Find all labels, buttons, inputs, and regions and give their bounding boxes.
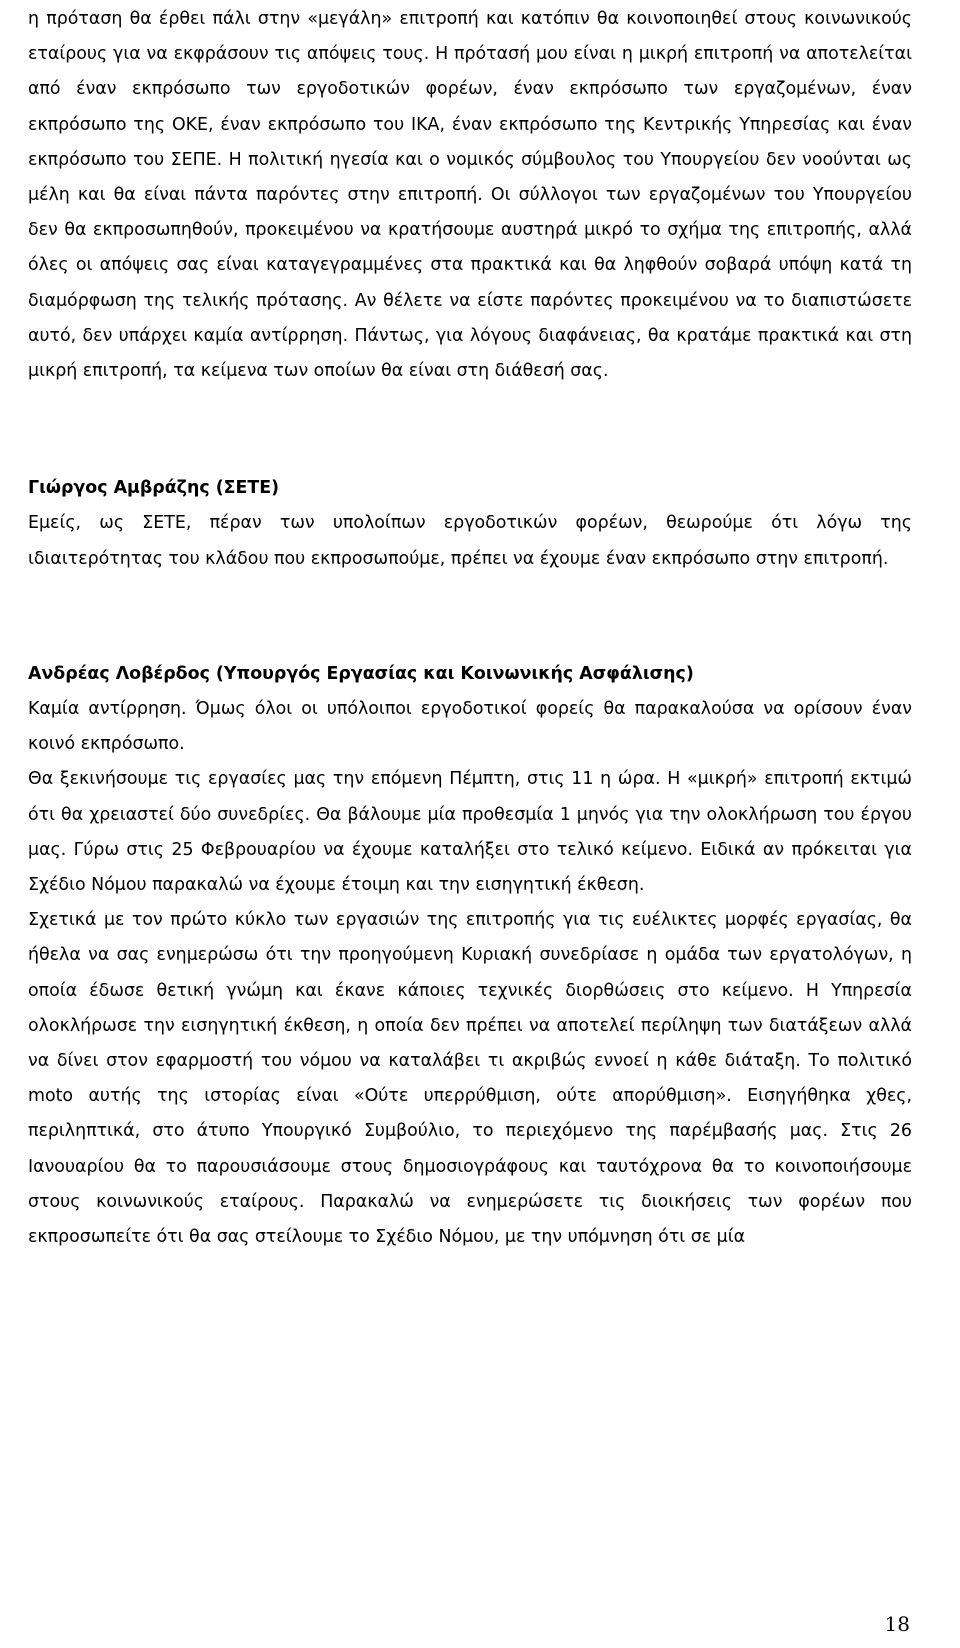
body-paragraph: η πρόταση θα έρθει πάλι στην «μεγάλη» επιτροπή και κατόπιν θα κοινοποιηθεί στους κοινωνικούς εταίρους για να εκφράσουν τις απόψεις τους. Η πρότασή μου είναι η μικρή επιτροπή να αποτελείται από έναν εκπρόσωπο των εργοδοτικών φορέων, έναν εκπρόσωπο των εργαζομένων, έναν εκπρόσωπο της ΟΚΕ, έναν εκπρόσωπο του ΙΚΑ, έναν εκπρόσωπο της Κεντρικής Υπηρεσίας και έναν εκπρόσωπο του ΣΕΠΕ. Η πολιτική ηγεσία και ο νομικός σύμβουλος του Υπουργείου δεν νοούνται ως μέλη και θα είναι πάντα παρόντες στην επιτροπή. Οι σύλλογοι των εργαζομένων του Υπουργείου δεν θα εκπροσωπηθούν, προκειμένου να κρατήσουμε αυστηρά μικρό το σχήμα της επιτροπής, αλλά όλες οι απόψεις σας είναι καταγεγραμμένες στα πρακτικά και θα ληφθούν σοβαρά υπόψη κατά τη διαμόρφωση της τελικής πρότασης. Αν θέλετε να είστε παρόντες προκειμένου να το διαπιστώσετε αυτό, δεν υπάρχει καμία αντίρρηση. Πάντως, για λόγους διαφάνειας, θα κρατάμε πρακτικά και στη μικρή επιτροπή, τα κείμενα των οποίων θα είναι στη διάθεσή σας.: [28, 9, 912, 382]
document-page: [28, 0, 912, 1255]
speaker-heading: Γιώργος Αμβράζης (ΣΕΤΕ): [28, 478, 280, 499]
speaker-paragraph: Καμία αντίρρηση. Όμως όλοι οι υπόλοιποι εργοδοτικοί φορείς θα παρακαλούσα να ορίσουν έναν κοινό εκπρόσωπο.: [28, 699, 912, 755]
paragraph-spacer: [28, 389, 912, 471]
paragraph-spacer: [28, 577, 912, 657]
speaker-paragraph: Σχετικά με τον πρώτο κύκλο των εργασιών της επιτροπής για τις ευέλικτες μορφές εργασίας, θα ήθελα να σας ενημερώσω ότι την προηγούμενη Κυριακή συνεδρίασε η ομάδα των εργατολόγων, η οποία έδωσε θετική γνώμη και έκανε κάποιες τεχνικές διορθώσεις στο κείμενο. Η Υπηρεσία ολοκλήρωσε την εισηγητική έκθεση, η οποία δεν πρέπει να αποτελεί περίληψη των διατάξεων αλλά να δίνει στον εφαρμοστή του νόμου να καταλάβει τι ακριβώς εννοεί η κάθε διάταξη. Το πολιτικό moto αυτής της ιστορίας είναι «Ούτε υπερρύθμιση, ούτε απορύθμιση». Εισηγήθηκα χθες, περιληπτικά, στο άτυπο Υπουργικό Συμβούλιο, το περιεχόμενο της παρέμβασής μας. Στις 26 Ιανουαρίου θα το παρουσιάσουμε στους δημοσιογράφους και ταυτόχρονα θα το κοινοποιήσουμε στους κοινωνικούς εταίρους. Παρακαλώ να ενημερώσετε τις διοικήσεις των φορέων που εκπροσωπείτε ότι θα σας στείλουμε το Σχέδιο Νόμου, με την υπόμνηση ότι σε μία: [28, 910, 912, 1248]
speaker-heading: Ανδρέας Λοβέρδος (Υπουργός Εργασίας και Κοινωνικής Ασφάλισης): [28, 663, 694, 684]
speaker-paragraph: Θα ξεκινήσουμε τις εργασίες μας την επόμενη Πέμπτη, στις 11 η ώρα. Η «μικρή» επιτροπή εκτιμώ ότι θα χρειαστεί δύο συνεδρίες. Θα βάλουμε μία προθεσμία 1 μηνός για την ολοκλήρωση του έργου μας. Γύρω στις 25 Φεβρουαρίου να έχουμε καταλήξει στο τελικό κείμενο. Ειδικά αν πρόκειται για Σχέδιο Νόμου παρακαλώ να έχουμε έτοιμη και την εισηγητική έκθεση.: [28, 769, 912, 896]
page-number: 18: [884, 1612, 910, 1636]
speaker-paragraph: Εμείς, ως ΣΕΤΕ, πέραν των υπολοίπων εργοδοτικών φορέων, θεωρούμε ότι λόγω της ιδιαιτερότητας του κλάδου που εκπροσωπούμε, πρέπει να έχουμε έναν εκπρόσωπο στην επιτροπή.: [28, 513, 912, 569]
